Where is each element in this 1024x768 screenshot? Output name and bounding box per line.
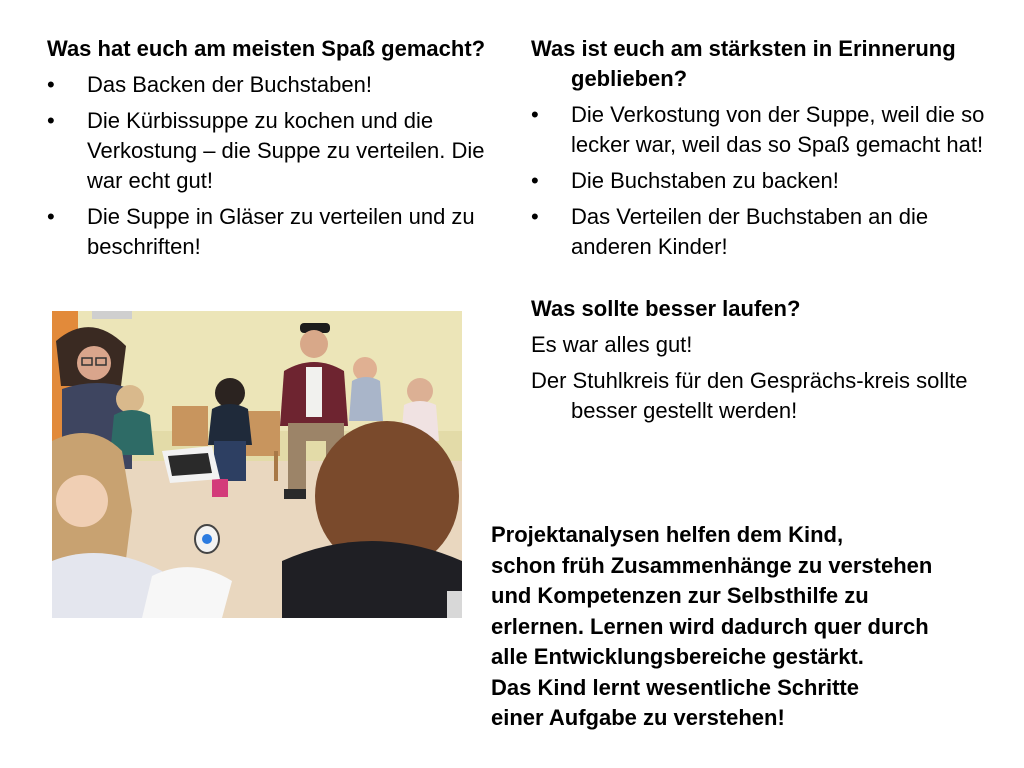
list-item <box>47 70 497 100</box>
bullet-text: Die Verkostung von der Suppe, weil die so lecker war, weil das so Spaß gemacht hat! <box>571 102 985 157</box>
bullet-icon: • <box>47 204 55 229</box>
bullet-icon: • <box>531 204 539 229</box>
bullet-icon: • <box>47 108 55 133</box>
left-heading: Was hat euch am meisten Spaß gemacht? <box>47 36 486 61</box>
right-heading-improve: Was sollte besser laufen? <box>531 296 801 321</box>
summary-line: einer Aufgabe zu verstehen! <box>491 705 785 730</box>
classroom-photo <box>52 311 462 618</box>
list-item <box>47 202 497 262</box>
list-item <box>531 202 1001 262</box>
bullet-text: Das Backen der Buchstaben! <box>87 72 372 97</box>
summary-line: und Kompetenzen zur Selbsthilfe zu <box>491 583 869 608</box>
list-item <box>47 106 497 196</box>
bullet-text: Die Suppe in Gläser zu verteilen und zu beschriften! <box>87 204 475 259</box>
summary-line: erlernen. Lernen wird dadurch quer durch <box>491 613 929 639</box>
bullet-icon: • <box>531 102 539 127</box>
improve-answer-2: Der Stuhlkreis für den Gesprächs-kreis sollte besser gestellt werden! <box>531 368 968 423</box>
list-item <box>531 100 1001 160</box>
right-bullet-list <box>531 100 1001 262</box>
improve-answer-1: Es war alles gut! <box>531 332 693 357</box>
bullet-icon: • <box>47 72 55 97</box>
summary-line: alle Entwicklungsbereiche gestärkt. <box>491 644 864 669</box>
right-column <box>531 34 1001 432</box>
bullet-text: Das Verteilen der Buchstaben an die anderen Kinder! <box>571 204 929 259</box>
summary-text <box>491 520 1016 734</box>
left-bullet-list <box>47 70 497 262</box>
bullet-icon: • <box>531 168 539 193</box>
right-heading-memory: Was ist euch am stärksten in Erinnerung geblieben? <box>531 36 956 91</box>
summary-line: Das Kind lernt wesentliche Schritte <box>491 674 859 700</box>
summary-line: Projektanalysen helfen dem Kind, <box>491 522 844 547</box>
left-column <box>47 34 497 268</box>
list-item <box>531 166 1001 196</box>
bullet-text: Die Buchstaben zu backen! <box>571 168 839 193</box>
summary-line: schon früh Zusammenhänge zu verstehen <box>491 552 933 578</box>
bullet-text: Die Kürbissuppe zu kochen und die Verkostung – die Suppe zu verteilen. Die war echt gut! <box>87 108 485 193</box>
